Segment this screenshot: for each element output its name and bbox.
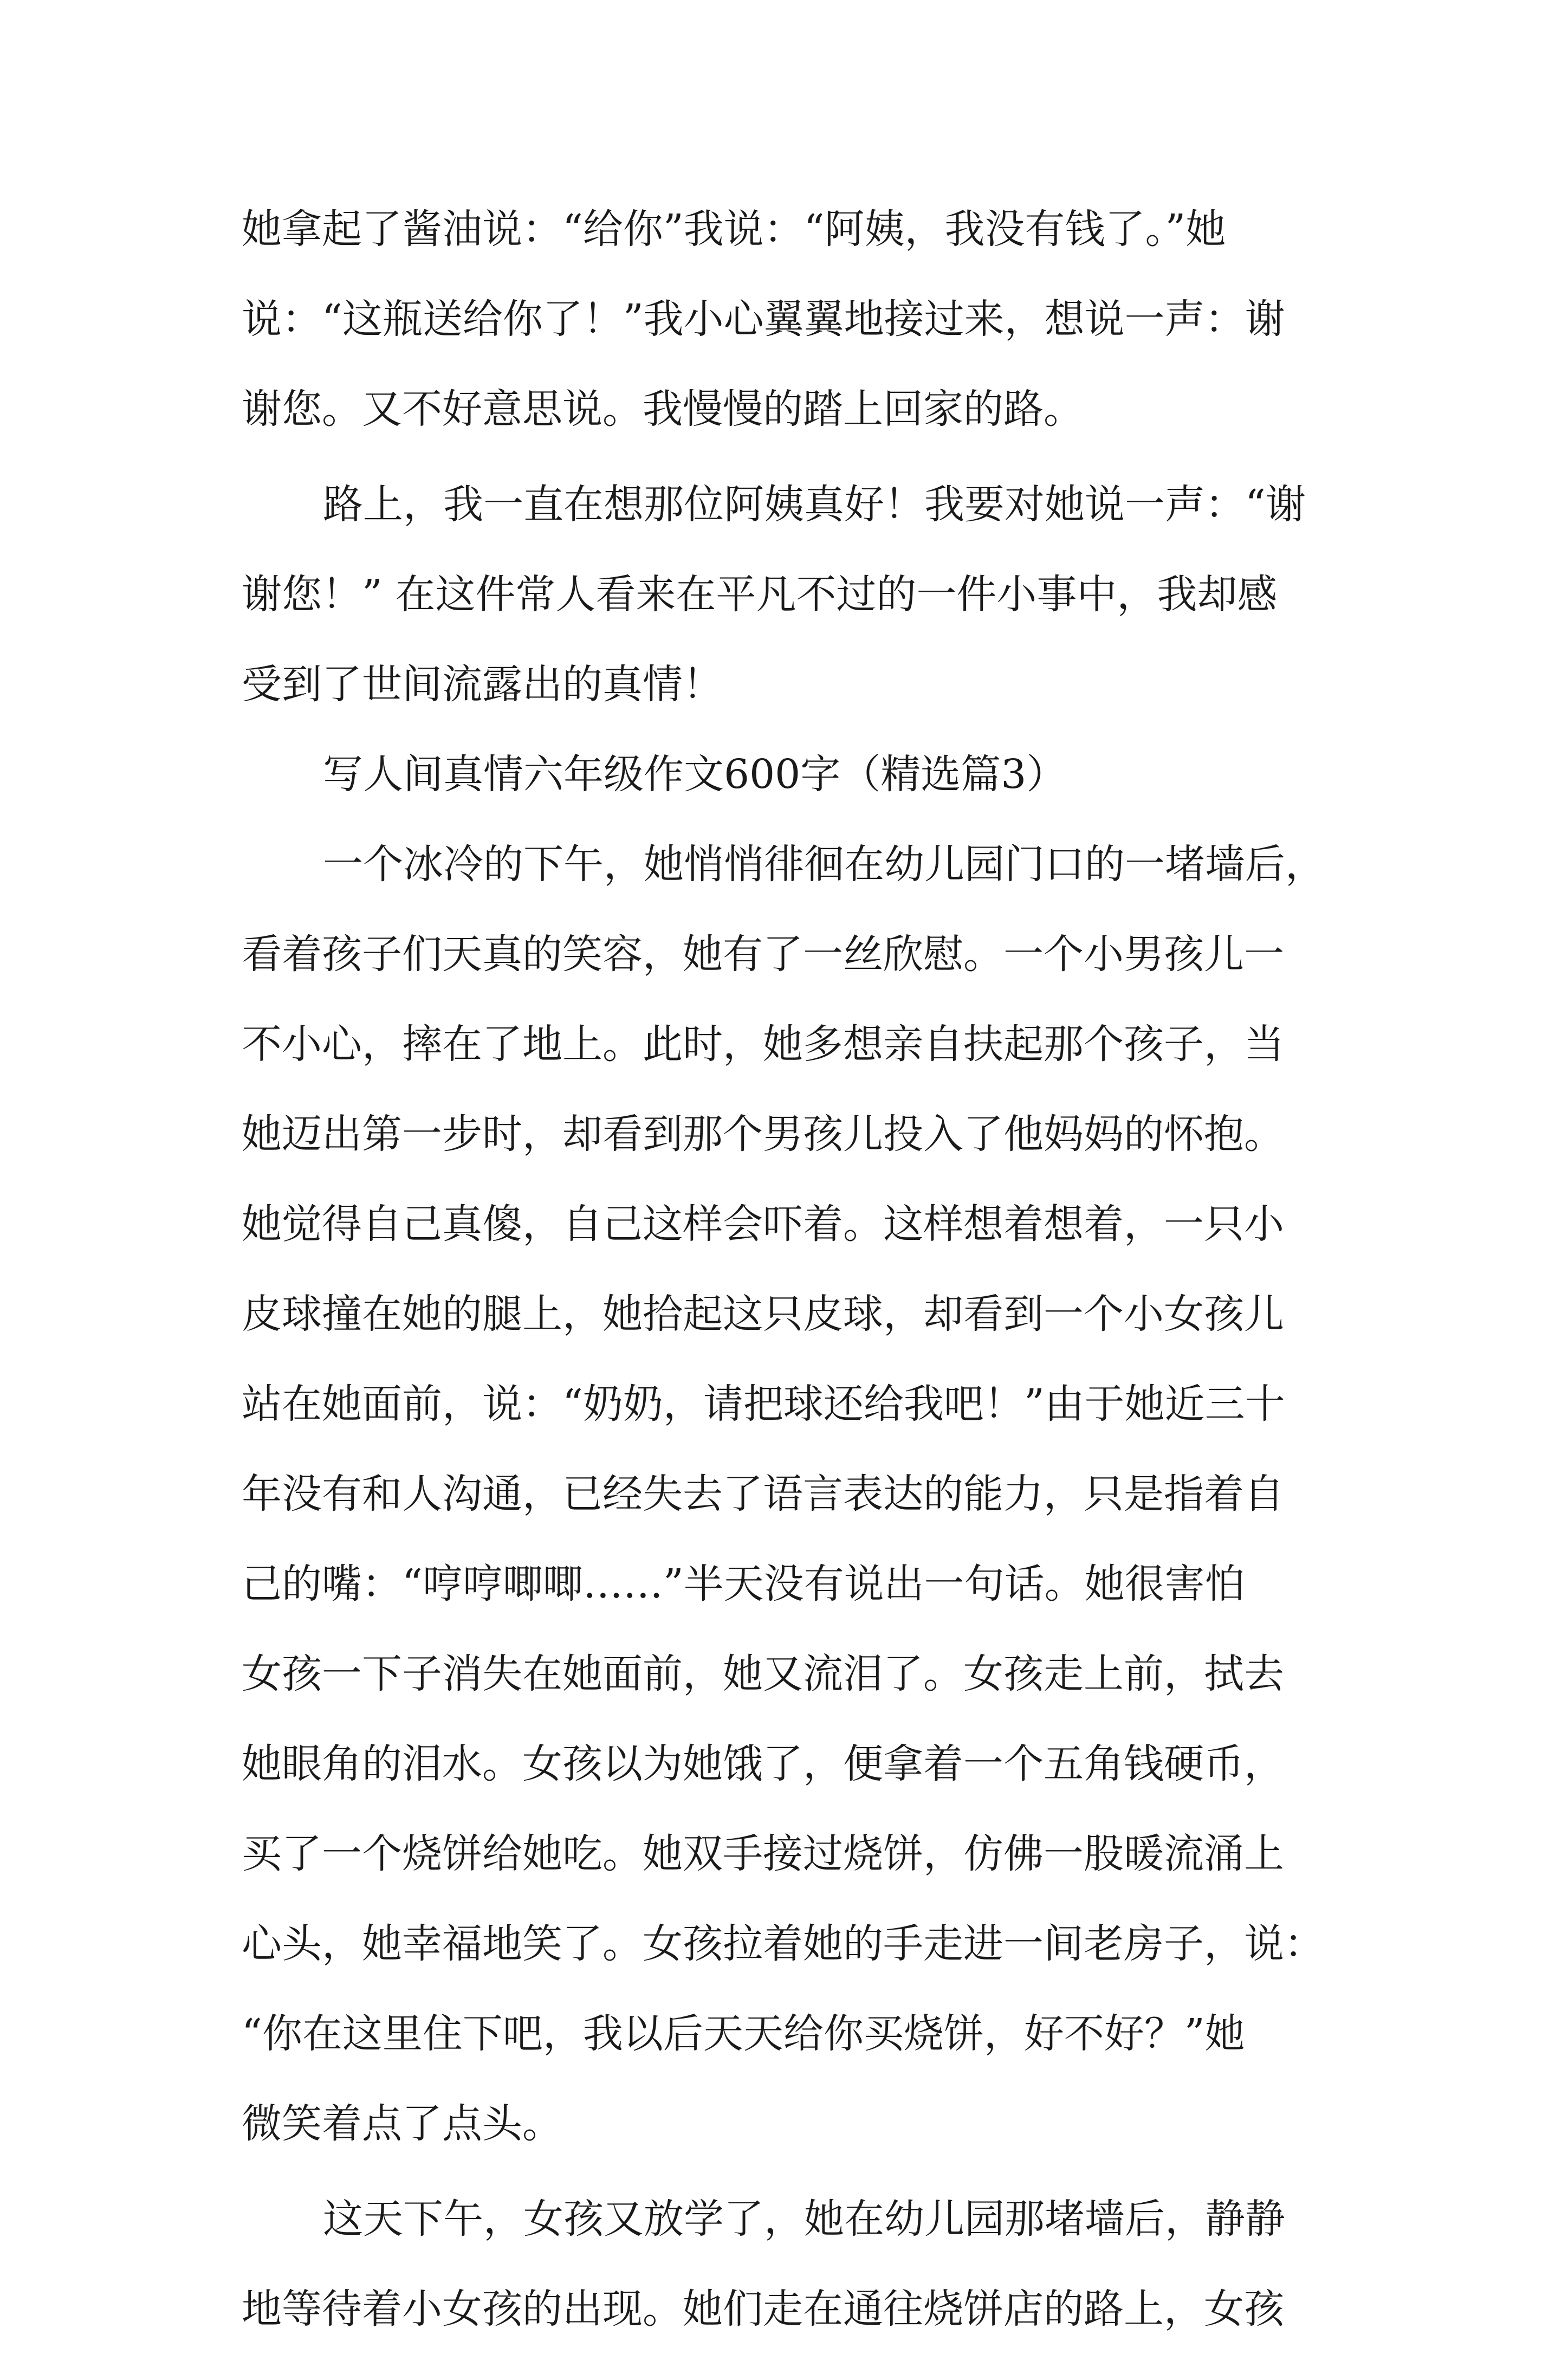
paragraph-line: 她眼角的泪水。女孩以为她饿了，便拿着一个五角钱硬币，: [242, 1741, 1284, 1787]
document-body: [242, 184, 1327, 2354]
paragraph-line: 谢您！” 在这件常人看来在平凡不过的一件小事中，我却感: [242, 571, 1278, 618]
paragraph-line: 她拿起了酱油说：“给你”我说：“阿姨，我没有钱了。”她: [242, 206, 1226, 253]
paragraph-line: 买了一个烧饼给她吃。她双手接过烧饼，仿佛一股暖流涌上: [242, 1831, 1284, 1877]
paragraph-line: 她迈出第一步时，却看到那个男孩儿投入了他妈妈的怀抱。: [242, 1111, 1284, 1157]
paragraph-line: 微笑着点了点头。: [242, 2100, 562, 2147]
paragraph-line: 站在她面前，说：“奶奶，请把球还给我吧！”由于她近三十: [242, 1381, 1285, 1427]
paragraph-line: 说：“这瓶送给你了！”我小心翼翼地接过来，想说一声：谢: [242, 296, 1285, 342]
paragraph-line: “你在这里住下吧，我以后天天给你买烧饼，好不好？”她: [242, 2010, 1245, 2057]
paragraph-line: 谢您。又不好意思说。我慢慢的踏上回家的路。: [242, 386, 1084, 432]
paragraph-line: 她觉得自己真傻，自己这样会吓着。这样想着想着，一只小: [242, 1201, 1284, 1247]
paragraph-line: 这天下午，女孩又放学了，她在幼儿园那堵墙后，静静: [323, 2196, 1285, 2242]
paragraph-line: 不小心，摔在了地上。此时，她多想亲自扶起那个孩子，当: [242, 1021, 1284, 1068]
paragraph-line: 心头，她幸福地笑了。女孩拉着她的手走进一间老房子，说：: [242, 1920, 1324, 1967]
paragraph-line: 看着孩子们天真的笑容，她有了一丝欣慰。一个小男孩儿一: [242, 931, 1284, 978]
paragraph-line: 年没有和人沟通，已经失去了语言表达的能力，只是指着自: [242, 1471, 1284, 1517]
paragraph-line: 皮球撞在她的腿上，她拾起这只皮球，却看到一个小女孩儿: [242, 1291, 1284, 1337]
section-heading: 写人间真情六年级作文600字（精选篇3）: [323, 751, 1067, 798]
paragraph-line: 一个冰冷的下午，她悄悄徘徊在幼儿园门口的一堵墙后，: [323, 841, 1325, 888]
paragraph-line: 地等待着小女孩的出现。她们走在通往烧饼店的路上，女孩: [242, 2286, 1284, 2332]
paragraph-line: 女孩一下子消失在她面前，她又流泪了。女孩走上前，拭去: [242, 1651, 1284, 1697]
paragraph-line: 路上，我一直在想那位阿姨真好！我要对她说一声：“谢: [323, 481, 1306, 528]
paragraph-line: 受到了世间流露出的真情！: [242, 661, 723, 708]
paragraph-line: 己的嘴：“哼哼唧唧……”半天没有说出一句话。她很害怕: [242, 1561, 1245, 1607]
